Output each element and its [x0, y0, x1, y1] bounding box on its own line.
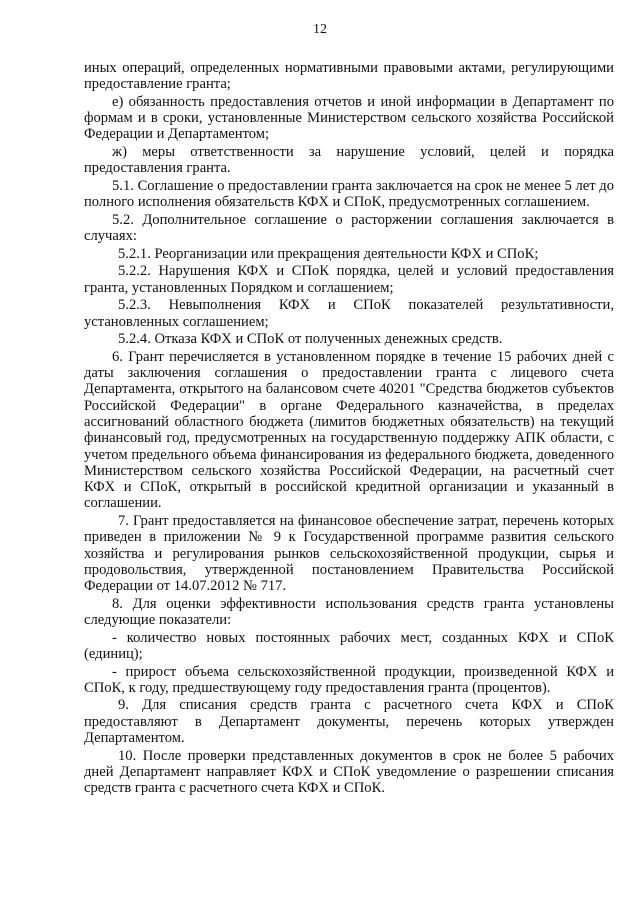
paragraph: 9. Для списания средств гранта с расчетного счета КФХ и СПоК предоставляют в Департамент документы, перечень которых утвержден Департаментом.	[84, 697, 614, 747]
paragraph: 5.2.3. Невыполнения КФХ и СПоК показателей результативности, установленных соглашением;	[84, 297, 614, 330]
paragraph: - прирост объема сельскохозяйственной продукции, произведенной КФХ и СПоК, к году, предшествующему году предоставления гранта (процентов).	[84, 663, 614, 696]
paragraph: 5.2.2. Нарушения КФХ и СПоК порядка, целей и условий предоставления гранта, установленных Порядком и соглашением;	[84, 263, 614, 296]
paragraph: ж) меры ответственности за нарушение условий, целей и порядка предоставления гранта.	[84, 144, 614, 177]
paragraph: 5.1. Соглашение о предоставлении гранта заключается на срок не менее 5 лет до полного исполнения обязательств КФХ и СПоК, предусмотренных соглашением.	[84, 177, 614, 211]
paragraph: 6. Грант перечисляется в установленном порядке в течение 15 рабочих дней с даты заключения соглашения о предоставлении гранта с лицевого счета Департамента, открытого на балансовом счете 40201 "Средства бюджетов субъектов Российской Федерации" в органе Федерального казначейства, в пределах ассигнований областного бюджета (лимитов бюджетных обязательств) на текущий финансовый год, предусмотренных на государственную поддержку АПК области, с учетом предельного объема финансирования из федерального бюджета, доведенного Министерством сельского хозяйства Российской Федерации, на расчетный счет КФХ и СПоК, открытый в российской кредитной организации и указанный в соглашении.	[84, 348, 614, 512]
paragraph: 5.2.4. Отказа КФХ и СПоК от полученных денежных средств.	[118, 331, 503, 348]
paragraph: 5.2.1. Реорганизации или прекращения деятельности КФХ и СПоК;	[118, 245, 539, 262]
paragraph: 8. Для оценки эффективности использования средств гранта установлены следующие показатели:	[84, 595, 614, 629]
document-body	[84, 60, 614, 798]
page-number: 12	[313, 22, 327, 37]
paragraph: иных операций, определенных нормативными правовыми актами, регулирующими предоставление гранта;	[84, 60, 614, 93]
paragraph: 7. Грант предоставляется на финансовое обеспечение затрат, перечень которых приведен в приложении № 9 к Государственной программе развития сельского хозяйства и регулирования рынков сельскохозяйственной продукции, сырья и продовольствия, утвержденной постановлением Правительства Российской Федерации от 14.07.2012 № 717.	[84, 512, 614, 595]
paragraph: - количество новых постоянных рабочих мест, созданных КФХ и СПоК (единиц);	[84, 629, 614, 662]
paragraph: 5.2. Дополнительное соглашение о расторжении соглашения заключается в случаях:	[84, 211, 614, 245]
paragraph: е) обязанность предоставления отчетов и иной информации в Департамент по формам и в сроки, установленные Министерством сельского хозяйства Российской Федерации и Департаментом;	[84, 93, 614, 143]
paragraph: 10. После проверки представленных документов в срок не более 5 рабочих дней Департамент направляет КФХ и СПоК уведомление о разрешении списания средств гранта с расчетного счета КФХ и СПоК.	[84, 747, 614, 797]
